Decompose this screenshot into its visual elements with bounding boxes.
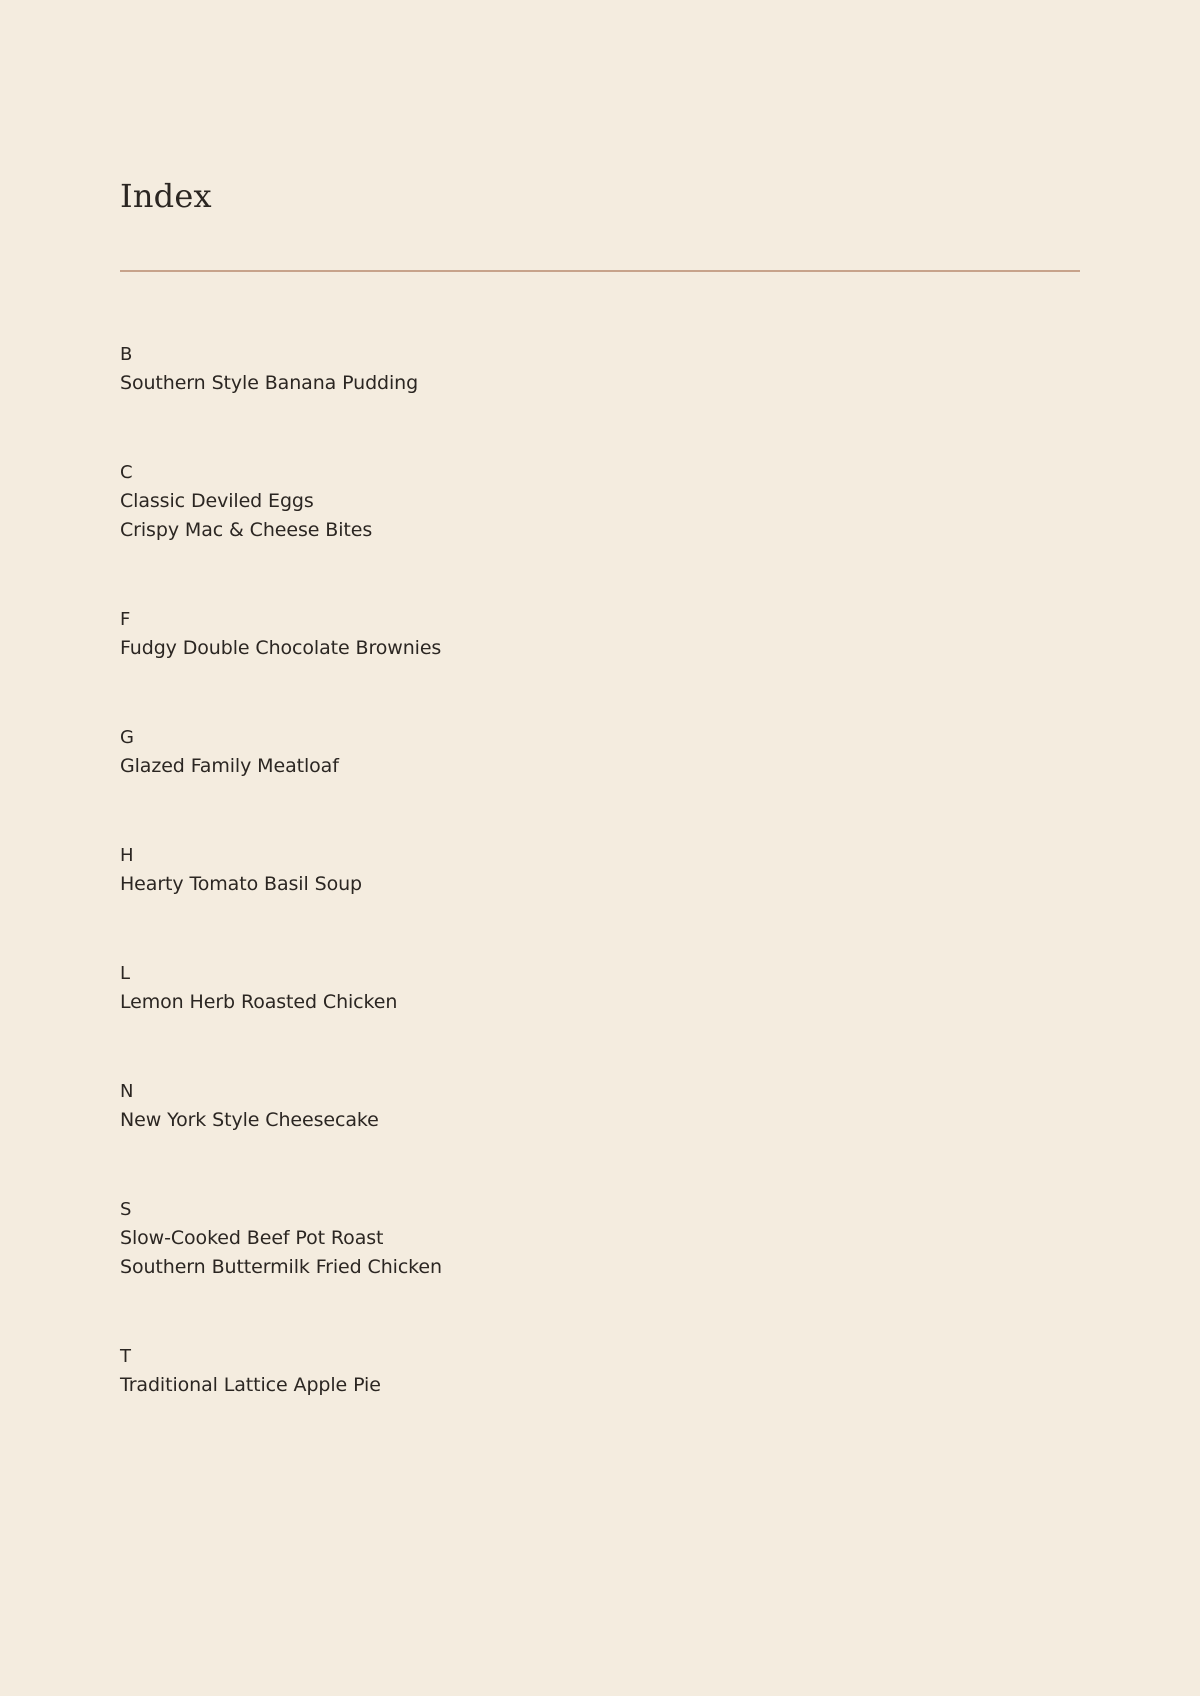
recipe-entry: Fudgy Double Chocolate Brownies <box>120 637 442 659</box>
section-letter: C <box>120 462 133 483</box>
section-letter: F <box>120 609 131 630</box>
index-section-b <box>120 340 1080 398</box>
recipe-entry: Glazed Family Meatloaf <box>120 755 339 777</box>
section-letter: H <box>120 845 134 866</box>
index-section-n <box>120 1077 1080 1135</box>
index-section-g <box>120 723 1080 781</box>
recipe-entry: Lemon Herb Roasted Chicken <box>120 991 398 1013</box>
recipe-entry: New York Style Cheesecake <box>120 1109 379 1131</box>
index-page <box>120 0 1080 1696</box>
index-sections <box>120 340 1080 1460</box>
recipe-entry: Slow-Cooked Beef Pot Roast <box>120 1227 384 1249</box>
index-section-t <box>120 1342 1080 1400</box>
section-letter: S <box>120 1199 132 1220</box>
recipe-entry: Southern Style Banana Pudding <box>120 372 419 394</box>
section-letter: T <box>120 1346 131 1367</box>
section-letter: G <box>120 727 134 748</box>
section-letter: L <box>120 963 131 984</box>
index-section-l <box>120 959 1080 1017</box>
recipe-entry: Traditional Lattice Apple Pie <box>120 1374 381 1396</box>
section-letter: B <box>120 344 133 365</box>
index-section-h <box>120 841 1080 899</box>
recipe-entry: Crispy Mac & Cheese Bites <box>120 519 373 541</box>
section-letter: N <box>120 1081 134 1102</box>
recipe-entry: Southern Buttermilk Fried Chicken <box>120 1256 442 1278</box>
recipe-entry: Hearty Tomato Basil Soup <box>120 873 362 895</box>
recipe-entry: Classic Deviled Eggs <box>120 490 314 512</box>
index-section-c <box>120 458 1080 545</box>
page-title: Index <box>120 177 212 215</box>
index-section-s <box>120 1195 1080 1282</box>
title-divider <box>120 270 1080 272</box>
index-section-f <box>120 605 1080 663</box>
